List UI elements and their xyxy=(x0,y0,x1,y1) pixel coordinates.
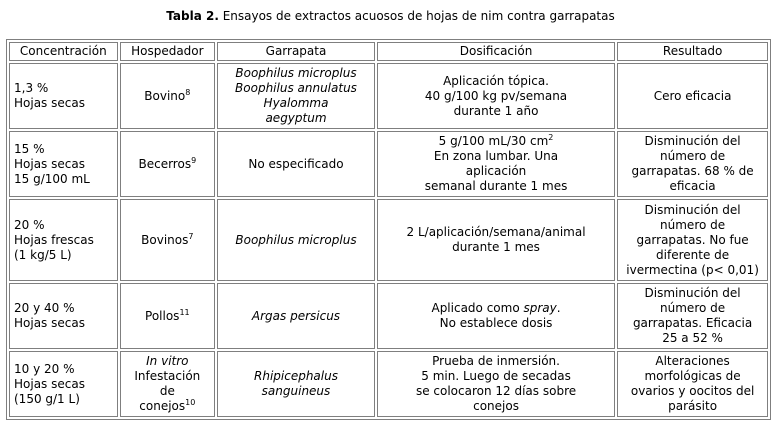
cell-line: Hojas secas xyxy=(14,156,85,171)
cell-result xyxy=(617,351,768,417)
cell-line: Infestación xyxy=(134,369,201,383)
cell-concentration xyxy=(9,199,118,281)
table-caption xyxy=(0,8,781,24)
cell-line: 1,3 % xyxy=(14,81,49,95)
table-row xyxy=(9,351,768,417)
cell-result xyxy=(617,131,768,197)
cell-line: Disminución del xyxy=(644,286,741,300)
cell-result xyxy=(617,199,768,281)
reference-superscript: 8 xyxy=(185,87,191,97)
cell-line: 20 y 40 % xyxy=(14,301,75,315)
cell-line: morfológicas de xyxy=(644,369,741,383)
cell-line: 5 min. Luego de secadas xyxy=(421,369,571,383)
caption-label: Tabla 2. xyxy=(166,9,219,23)
cell-dosage xyxy=(377,199,615,281)
cell-host xyxy=(120,351,216,417)
cell-dosage xyxy=(377,131,615,197)
cell-dosage xyxy=(377,283,615,349)
cell-line: sanguineus xyxy=(261,384,331,398)
header-hospedador: Hospedador xyxy=(120,42,216,61)
table-row xyxy=(9,199,768,281)
cell-line: Disminución del xyxy=(644,202,741,217)
cell-dosage xyxy=(377,351,615,417)
cell-line: Disminución del xyxy=(644,134,741,148)
cell-line-text: 5 g/100 mL/30 cm xyxy=(438,134,549,148)
cell-host xyxy=(120,199,216,281)
cell-line xyxy=(124,399,212,414)
reference-superscript: 7 xyxy=(188,231,194,241)
reference-superscript: 10 xyxy=(185,398,196,407)
cell-tick xyxy=(217,351,375,417)
cell-tick xyxy=(217,131,375,197)
cell-result xyxy=(617,283,768,349)
cell-line: In vitro xyxy=(146,354,189,368)
cell-line: Hojas frescas xyxy=(14,232,94,247)
cell-line: ovarios y oocitos del xyxy=(630,384,755,398)
cell-line: Hojas secas xyxy=(14,316,85,330)
reference-superscript: 9 xyxy=(191,155,197,165)
cell-line: 15 g/100 mL xyxy=(14,171,90,186)
cell-line: 40 g/100 kg pv/semana xyxy=(424,88,568,103)
cell-line: Boophilus microplus xyxy=(235,66,357,80)
cell-concentration xyxy=(9,351,118,417)
cell-tick xyxy=(217,199,375,281)
cell-line: Aplicado como spray. xyxy=(431,301,561,315)
cell-dosage xyxy=(377,63,615,129)
cell-line: garrapatas. Eficacia xyxy=(632,316,753,330)
cell-line: se colocaron 12 días sobre xyxy=(415,384,577,398)
cell-line: diferente de xyxy=(656,247,730,262)
cell-tick xyxy=(217,283,375,349)
cell-line: Cero eficacia xyxy=(653,88,732,103)
cell-line: Bovino xyxy=(144,88,186,103)
table-row xyxy=(9,283,768,349)
cell-line: garrapatas. 68 % de xyxy=(631,164,754,178)
header-row xyxy=(9,42,768,61)
cell-line: Rhipicephalus xyxy=(254,369,338,383)
cell-line: Bovinos xyxy=(141,232,189,247)
cell-line: aegyptum xyxy=(265,111,327,125)
cell-line: eficacia xyxy=(669,179,716,193)
cell-line: durante 1 año xyxy=(453,103,539,118)
cell-tick xyxy=(217,63,375,129)
cell-line: Hojas secas xyxy=(14,376,85,391)
header-concentracion: Concentración xyxy=(9,42,118,61)
cell-line: durante 1 mes xyxy=(452,240,540,254)
cell-line: 15 % xyxy=(14,141,45,156)
cell-line: Alteraciones xyxy=(655,354,730,368)
cell-line: número de xyxy=(660,301,726,315)
caption-text: Ensayos de extractos acuosos de hojas de nim contra garrapatas xyxy=(218,9,615,23)
cell-line: conejos xyxy=(473,399,519,413)
cell-concentration xyxy=(9,283,118,349)
cell-line: 2 L/aplicación/semana/animal xyxy=(406,225,586,239)
cell-line: En zona lumbar. Una xyxy=(433,149,559,163)
cell-line: número de xyxy=(660,149,726,163)
cell-line: parásito xyxy=(668,399,718,413)
table-row xyxy=(9,131,768,197)
cell-result xyxy=(617,63,768,129)
cell-line-text: conejos xyxy=(139,399,186,413)
cell-line: número de xyxy=(660,217,726,232)
header-resultado: Resultado xyxy=(617,42,768,61)
cell-line: Pollos xyxy=(145,308,180,323)
cell-line: garrapatas. No fue xyxy=(636,232,749,247)
cell-line: Boophilus microplus xyxy=(235,232,357,247)
table-row xyxy=(9,63,768,129)
data-table xyxy=(6,39,771,420)
cell-line: Boophilus annulatus xyxy=(235,81,357,95)
cell-line: semanal durante 1 mes xyxy=(424,179,568,193)
cell-line: Argas persicus xyxy=(251,308,341,323)
cell-host xyxy=(120,131,216,197)
cell-line: Becerros xyxy=(138,156,192,171)
header-dosificacion: Dosificación xyxy=(377,42,615,61)
cell-line: (1 kg/5 L) xyxy=(14,247,72,262)
cell-line: de xyxy=(159,384,175,398)
cell-line: aplicación xyxy=(465,164,527,178)
header-garrapata: Garrapata xyxy=(217,42,375,61)
reference-superscript: 11 xyxy=(179,307,190,317)
cell-line: 25 a 52 % xyxy=(662,331,723,345)
cell-line: Hyalomma xyxy=(263,96,329,110)
cell-line: 20 % xyxy=(14,217,45,232)
cell-line: (150 g/1 L) xyxy=(14,391,80,406)
cell-line: No especificado xyxy=(248,156,344,171)
italic-term: spray xyxy=(523,301,557,315)
cell-line: Aplicación tópica. xyxy=(443,73,549,88)
cell-concentration xyxy=(9,131,118,197)
cell-line: No establece dosis xyxy=(439,316,553,330)
cell-line: ivermectina (p< 0,01) xyxy=(626,262,759,277)
cell-line xyxy=(381,134,611,149)
reference-superscript: 2 xyxy=(548,133,554,142)
cell-line: 10 y 20 % xyxy=(14,361,75,376)
cell-concentration xyxy=(9,63,118,129)
cell-host xyxy=(120,63,216,129)
cell-line: Hojas secas xyxy=(14,96,85,110)
cell-host xyxy=(120,283,216,349)
cell-line: Prueba de inmersión. xyxy=(432,354,560,368)
